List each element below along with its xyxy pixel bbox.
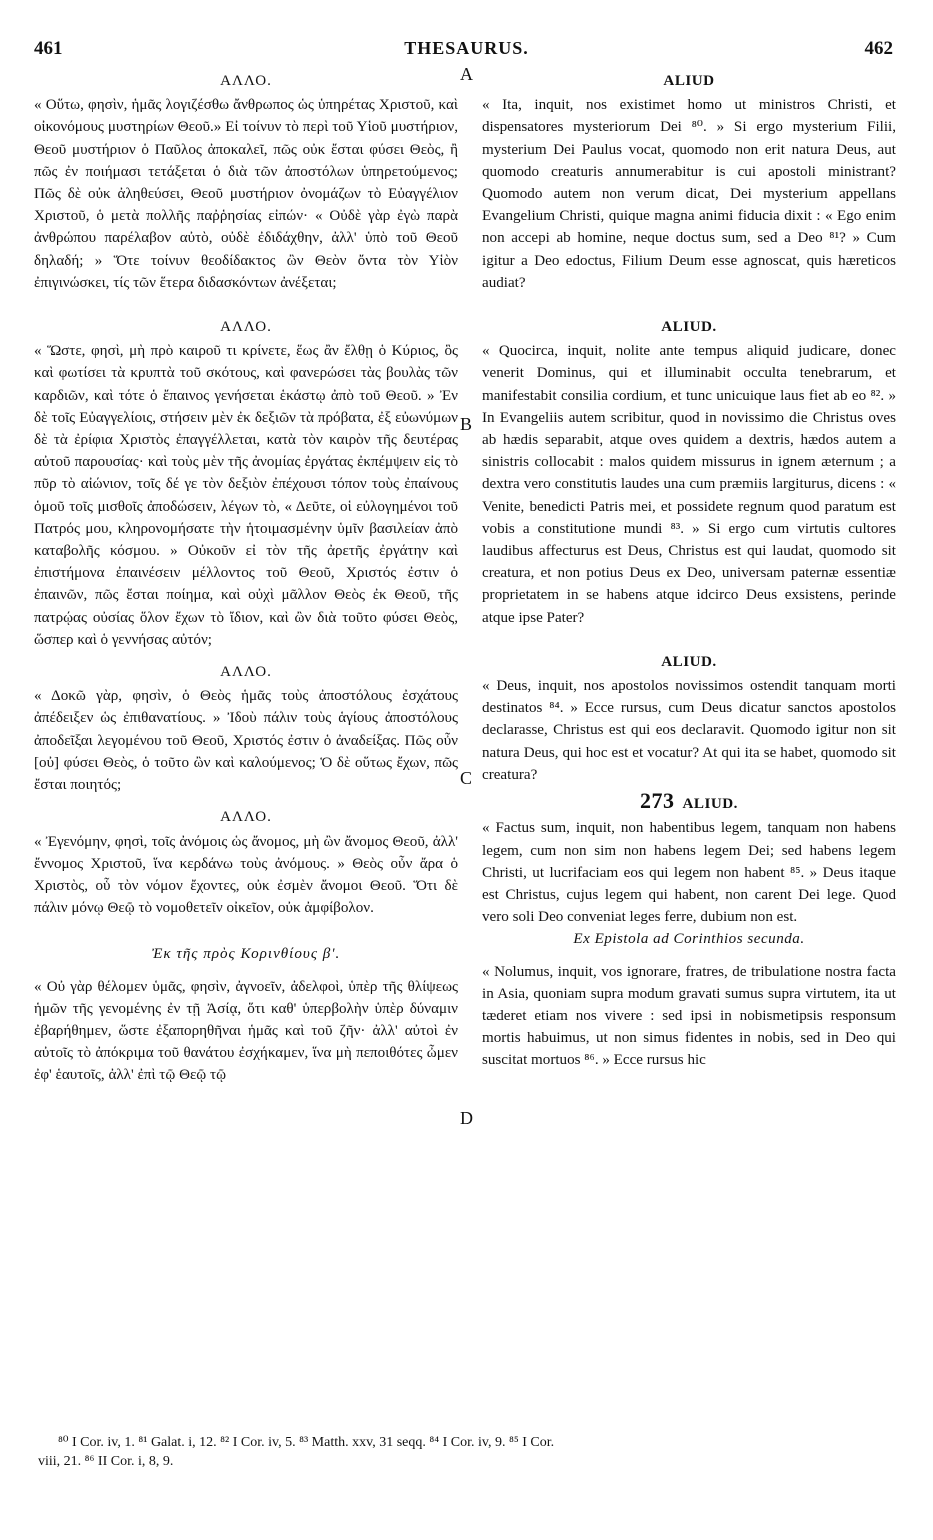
greek-paragraph-5: « Οὐ γὰρ θέλομεν ὑμᾶς, φησὶν, ἀγνοεῖν, ἀδελφοὶ, ὑπὲρ τῆς θλίψεως ἡμῶν τῆς γενομένης ἐν τῇ Ἀσίᾳ, ὅτι καθ' ὑπερβολὴν ὑπὲρ δύναμιν ἐβαρήθημεν, ὥστε ἐξαπορηθῆναι ἡμᾶς καὶ τοῦ ζῆν· ἀλλ' αὐτοὶ ἐν αὐτοῖς τὸ ἀπόκριμα τοῦ θανάτου ἐσχήκαμεν, ἵνα μὴ πεποιθότες ὦμεν ἐφ' ἑαυτοῖς, ἀλλ' ἐπὶ τῷ Θεῷ τῷ: [34, 978, 458, 1084]
footnotes-line-2: viii, 21. ⁸⁶ II Cor. i, 8, 9.: [38, 1454, 174, 1469]
greek-paragraph-4: « Ἐγενόμην, φησὶ, τοῖς ἀνόμοις ὡς ἄνομος, μὴ ὢν ἄνομος Θεοῦ, ἀλλ' ἔννομος Χριστοῦ, ἵνα κερδάνω τοὺς ἀνόμους. » Θεὸς οὖν ἄρα ὁ Χριστὸς, οὗ τὸν νόμον ἔχοντες, οὐκ ἐσμὲν ἄνομοι Θεοῦ. Ὅτι δὲ πάλιν μόνῳ Θεῷ τὸ νομοθετεῖν οἰκεῖον, οὐκ ἀμφίβολον.: [34, 833, 458, 917]
latin-heading-1: ALIUD: [663, 73, 715, 89]
latin-paragraph-4: « Factus sum, inquit, non habentibus legem, tanquam non habens legem, cum non sim non habens legem Dei; sed habens legem Christi, ut lucrifaciam eos qui legem non habent ⁸⁵. » Deus itaque est Christus, cujus legem qui habent, non carent Dei lege. Quod vero soli Deo conveniat leges ferre, dubium non est.: [482, 820, 896, 926]
marker-a: A: [460, 64, 473, 84]
latin-paragraph-5: « Nolumus, inquit, vos ignorare, fratres, de tribulatione nostra facta in Asia, quoniam supra modum gravati sumus supra virtutem, ita ut tæderet etiam nos vivere : sed ipsi in nobismetipsis responsum mortis habuimus, ut non simus fidentes in nobis, sed in Deo qui suscitat mortuos ⁸⁶. » Ecce rursus hic: [482, 963, 896, 1069]
greek-heading-3: ΑΛΛΟ.: [220, 664, 272, 681]
marker-b: B: [460, 414, 473, 434]
latin-heading-4-label: ALIUD.: [682, 796, 738, 813]
latin-section-heading: Ex Epistola ad Corinthios secunda.: [573, 931, 805, 948]
greek-heading-2: ΑΛΛΟ.: [220, 319, 272, 336]
latin-paragraph-2: « Quocirca, inquit, nolite ante tempus aliquid judicare, donec venerit Dominus, qui et illuminabit occulta tenebrarum, et manifestabit consilia cordium, et tunc unicuique laus fiet ab eo ⁸². » In Evangeliis autem scribitur, quod in novissimo die Christus oves ab hædis separabit, atque oves quidem a dextris, hædos autem a sinistris collocabit : malos quidem missurus in ignem æternum ; a dextra vero constitutis laudes una cum præmiis largiturus, dicens : « Venite, benedicti Patris mei, et possidete regnum quod paratum est vobis a constitutione mundi ⁸³. » Si ergo cum virtutis cultores laudibus affecturus est Deus, Christus est qui laudat, quomodo sit creatura, et non potius Deus ex Deo, universam paternæ essentiæ proprietatem in se habens atque idcirco Deus exsistens, perinde atque ipse Pater?: [482, 343, 896, 626]
greek-heading-4: ΑΛΛΟ.: [220, 809, 272, 826]
greek-paragraph-3: « Δοκῶ γὰρ, φησὶν, ὁ Θεὸς ἡμᾶς τοὺς ἀποστόλους ἐσχάτους ἀπέδειξεν ὡς ἐπιθανατίους. » Ἰδοὺ πάλιν τοὺς ἁγίους ἀποστόλους ἀποδεῖξαι λεγομένου τοῦ Θεοῦ, Χριστός ἐστιν ὁ ἀναδείξας. Πῶς οὖν [οὐ] φύσει Θεὸς, ὁ τοῦτο ὢν καὶ καλούμενος; Ὁ δὲ οὕτως ἔχων, πῶς ἔσται ποιητός;: [34, 688, 458, 794]
greek-paragraph-1: « Οὕτω, φησὶν, ἡμᾶς λογιζέσθω ἄνθρωπος ὡς ὑπηρέτας Χριστοῦ, καὶ οἰκονόμους μυστηρίων Θεοῦ.» Εἰ τοίνυν τὸ περὶ τοῦ Υἱοῦ μυστήριον, Θεοῦ μυστήριον ὁ Παῦλος ἀποκαλεῖ, πῶς οὐκ ἔσται φύσει Θεὸς, ἢ πῶς ἐν ποιήμασι τετάξεται ὁ διὰ τῶν ἀποστόλων ὑπηρετούμενος; Πῶς δὲ οὐκ ἀληθεύσει, Θεοῦ μυστήριον ὀνομάζων τὸ Εὐαγγέλιον Χριστοῦ, ὁ μετὰ πολλῆς παῤῥησίας εἰπών· « Οὐδὲ γὰρ ἐγὼ παρὰ ἀνθρώπου παρέλαβον αὐτὸ, οὐδὲ ἐδιδάχθην, ἀλλ' ὑπὸ τοῦ Θεοῦ δηλαδή; » Ὅτε τοίνυν θεοδίδακτος ὢν Θεὸν ὄντα τὸν Υἱὸν ἐπιγινώσκει, τίς τῶν ἕτερα διδασκόντων ἀνέξεται;: [34, 97, 458, 291]
left-page-number: 461: [34, 38, 63, 59]
greek-section-heading: Ἐκ τῆς πρὸς Κορινθίους β'.: [151, 946, 341, 963]
greek-column: [34, 70, 458, 1087]
column-number: 273: [640, 788, 675, 814]
latin-paragraph-1: « Ita, inquit, nos existimet homo ut ministros Christi, et dispensatores mysteriorum Dei ⁸⁰. » Si ergo mysterium Filii, mysterium Dei Paulus vocat, quomodo non erit natura Deus, aut quomodo creaturis annumerabitur is cui apostoli ministrant? Quomodo autem non verum dicat, Dei mysterium appellans Evangelium Christi, quique magna animi fiducia dixit : « Ego enim non accepi ab homine, neque doctus sum, sed a Deo ⁸¹? » Cum igitur a Deo edoctus, Filium Deum esse agnoscat, quis hæreticos audiat?: [482, 97, 896, 291]
greek-paragraph-2: « Ὥστε, φησὶ, μὴ πρὸ καιροῦ τι κρίνετε, ἕως ἂν ἔλθῃ ὁ Κύριος, ὃς καὶ φωτίσει τὰ κρυπτὰ τοῦ σκότους, καὶ φανερώσει τὰς βουλὰς τῶν καρδιῶν, καὶ τότε ὁ ἔπαινος γενήσεται ἑκάστῳ ἀπὸ τοῦ Θεοῦ. » Ἐν δὲ τοῖς Εὐαγγελίοις, στήσειν μὲν ἐκ δεξιῶν τὰ πρόβατα, ἐξ εὐωνύμων δὲ τὰ ἐρίφια Χριστὸς ἐπαγγέλλεται, κατὰ τὸν καιρὸν τῆς δευτέρας αὐτοῦ παρουσίας· καὶ τοὺς μὲν τῆς ἀνομίας ἐργάτας ἐκπέμψειν εἰς τὸ πῦρ τὸ αἰώνιον, τοῖς δέ γε τὸν δεξιὸν ἐπέχουσι τόπον τοὺς ἐπαίνους ὁμοῦ τοῖς μισθοῖς ἀποδώσειν, λέγων τὸ, « Δεῦτε, οἱ εὐλογημένοι τοῦ Πατρός μου, κληρονομήσατε τὴν ἡτοιμασμένην ὑμῖν βασιλείαν ἀπὸ καταβολῆς κόσμου. » Οὐκοῦν εἰ τὸν τῆς ἀρετῆς ἐργάτην καὶ ἐπιστήμονα ἐπαινέσειν μέλλοντος τοῦ Θεοῦ, Χριστός ἐστιν ὁ ἐπαινῶν, πῶς ἔσται ποίημα, καὶ οὐχὶ μᾶλλον Θεὸς ἐκ Θεοῦ, τῆς πατρῴας οὐσίας ὅλον ἔχων τὸ ἴδιον, καὶ ὢν διὰ τοῦτο φύσει Θεὸς, ὥσπερ καὶ ὁ γεννήσας αὐτόν;: [34, 343, 458, 648]
latin-heading-2: ALIUD.: [661, 319, 717, 336]
marker-d: D: [460, 1108, 473, 1128]
latin-heading-4: [482, 790, 896, 815]
latin-column: [482, 70, 896, 1072]
latin-paragraph-3: « Deus, inquit, nos apostolos novissimos ostendit tanquam morti destinatos ⁸⁴. » Ecce rursus, cum Deus dicatur sanctos apostolos declarasse, Christus est qui eos declaravit. Quomodo igitur non sit natura Deus, qui hoc est et vocatur? At qui ita se habet, quomodo sit creatura?: [482, 678, 896, 783]
greek-heading-1: ΑΛΛΟ.: [220, 73, 272, 89]
running-title: THESAURUS.: [404, 38, 529, 58]
latin-heading-3: ALIUD.: [661, 653, 717, 670]
footnotes-line-1: ⁸⁰ I Cor. iv, 1. ⁸¹ Galat. i, 12. ⁸² I Cor. iv, 5. ⁸³ Matth. xxv, 31 seqq. ⁸⁴ I Cor. iv, 9. ⁸⁵ I Cor.: [58, 1435, 555, 1450]
marker-c: C: [460, 768, 473, 788]
right-page-number: 462: [864, 38, 893, 59]
